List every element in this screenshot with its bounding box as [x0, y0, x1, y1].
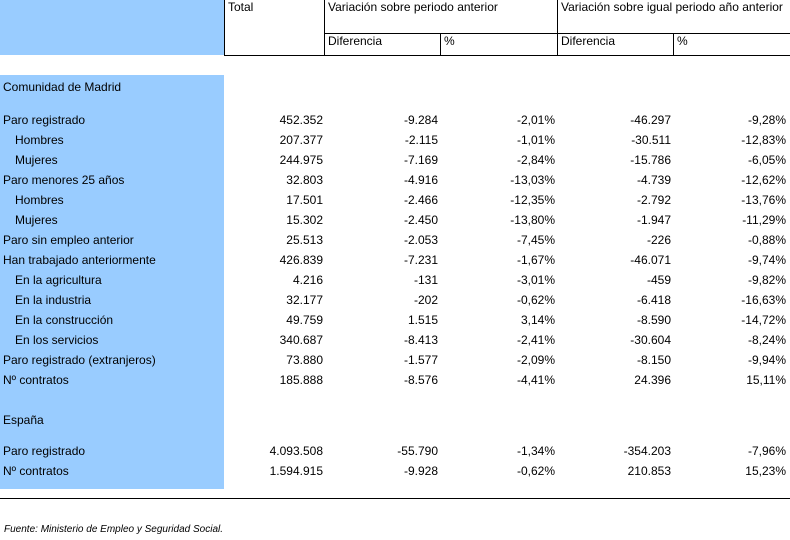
row-label: Han trabajado anteriormente [3, 253, 156, 267]
cell-diff-previous: -131 [413, 273, 438, 287]
cell-pct-previous: -2,09% [516, 353, 555, 367]
cell-pct-last-year: -13,76% [741, 193, 786, 207]
row-label: Paro registrado [3, 444, 86, 458]
cell-total: 49.759 [286, 313, 323, 327]
cell-pct-last-year: 15,11% [746, 373, 786, 387]
bottom-rule [0, 498, 790, 499]
cell-total: 73.880 [286, 353, 323, 367]
cell-diff-last-year: -46.071 [630, 253, 671, 267]
cell-total: 4.093.508 [269, 444, 323, 458]
cell-pct-last-year: -6,05% [747, 153, 786, 167]
cell-diff-last-year: -30.511 [631, 133, 671, 147]
cell-total: 15.302 [286, 213, 323, 227]
cell-pct-previous: 3,14% [520, 313, 555, 327]
cell-total: 32.177 [286, 293, 323, 307]
cell-pct-previous: -0,62% [516, 464, 555, 478]
cell-diff-previous: -7.231 [403, 253, 438, 267]
cell-pct-previous: -1,01% [516, 133, 555, 147]
cell-pct-previous: -2,84% [516, 153, 555, 167]
cell-pct-last-year: -8,24% [747, 333, 786, 347]
cell-pct-previous: -0,62% [516, 293, 555, 307]
cell-total: 17.501 [286, 193, 323, 207]
cell-diff-last-year: -6.418 [636, 293, 671, 307]
cell-total: 207.377 [279, 133, 323, 147]
cell-diff-previous: -2.115 [404, 133, 438, 147]
section-title: España [3, 413, 44, 427]
row-label: Hombres [15, 133, 64, 147]
cell-total: 244.975 [279, 153, 323, 167]
cell-total: 185.888 [279, 373, 323, 387]
cell-pct-previous: -7,45% [516, 233, 555, 247]
row-label: Nº contratos [3, 464, 69, 478]
cell-total: 25.513 [286, 233, 323, 247]
row-label: En la agricultura [15, 273, 102, 287]
cell-pct-last-year: -9,74% [747, 253, 786, 267]
header-diff-1: Diferencia [324, 34, 440, 56]
header-total: Total [224, 0, 324, 56]
cell-pct-last-year: -9,94% [747, 353, 786, 367]
cell-pct-previous: -2,41% [516, 333, 555, 347]
cell-pct-last-year: -9,28% [747, 113, 786, 127]
cell-pct-previous: -3,01% [516, 273, 555, 287]
cell-total: 340.687 [279, 333, 323, 347]
cell-total: 452.352 [279, 113, 323, 127]
header-pct-2: % [673, 34, 790, 56]
cell-total: 32.803 [286, 173, 323, 187]
cell-diff-last-year: -4.739 [636, 173, 671, 187]
cell-diff-previous: -55.790 [397, 444, 438, 458]
cell-pct-last-year: -16,63% [741, 293, 786, 307]
cell-pct-last-year: -12,62% [741, 173, 786, 187]
row-label: Paro registrado [3, 113, 86, 127]
cell-diff-previous: 1.515 [407, 313, 438, 327]
cell-diff-last-year: -15.786 [630, 153, 671, 167]
cell-diff-last-year: -459 [646, 273, 671, 287]
cell-diff-previous: -4.916 [403, 173, 438, 187]
cell-total: 426.839 [279, 253, 323, 267]
cell-diff-last-year: 210.853 [627, 464, 671, 478]
source-footnote: Fuente: Ministerio de Empleo y Seguridad Social. [4, 524, 224, 535]
header-diff-2: Diferencia [557, 34, 673, 56]
cell-diff-previous: -9.928 [403, 464, 438, 478]
row-label: Paro sin empleo anterior [3, 233, 134, 247]
row-label: En la industria [15, 293, 92, 307]
section-title: Comunidad de Madrid [3, 80, 122, 94]
row-label: Nº contratos [3, 373, 69, 387]
cell-pct-last-year: -9,82% [747, 273, 786, 287]
cell-pct-previous: -1,34% [516, 444, 555, 458]
cell-diff-previous: -1.577 [403, 353, 438, 367]
cell-diff-previous: -2.053 [403, 233, 438, 247]
cell-diff-previous: -2.450 [403, 213, 438, 227]
cell-diff-last-year: -2.792 [636, 193, 671, 207]
cell-diff-last-year: -8.150 [636, 353, 671, 367]
cell-total: 1.594.915 [269, 464, 323, 478]
cell-pct-last-year: -0,88% [747, 233, 786, 247]
header-group-same-period-last-year: Variación sobre igual periodo año anterior [557, 0, 790, 34]
cell-pct-previous: -2,01% [516, 113, 555, 127]
row-label: Mujeres [15, 213, 58, 227]
row-label: En la construcción [15, 313, 114, 327]
row-label: En los servicios [15, 333, 99, 347]
cell-pct-previous: -13,03% [510, 173, 555, 187]
row-label: Paro menores 25 años [3, 173, 125, 187]
cell-diff-last-year: 24.396 [634, 373, 671, 387]
cell-diff-previous: -2.466 [403, 193, 438, 207]
cell-diff-last-year: -226 [646, 233, 671, 247]
cell-diff-last-year: -46.297 [630, 113, 671, 127]
cell-diff-previous: -7.169 [403, 153, 438, 167]
cell-diff-previous: -8.576 [403, 373, 438, 387]
cell-pct-previous: -4,41% [516, 373, 555, 387]
cell-diff-last-year: -30.604 [630, 333, 671, 347]
cell-pct-last-year: 15,23% [745, 464, 786, 478]
header-group-previous-period: Variación sobre periodo anterior [324, 0, 557, 34]
cell-pct-previous: -13,80% [510, 213, 555, 227]
row-label: Hombres [15, 193, 64, 207]
cell-diff-previous: -9.284 [403, 113, 438, 127]
cell-total: 4.216 [292, 273, 323, 287]
cell-diff-last-year: -1.947 [636, 213, 671, 227]
cell-diff-last-year: -8.590 [636, 313, 671, 327]
row-label: Paro registrado (extranjeros) [3, 353, 156, 367]
cell-pct-last-year: -14,72% [741, 313, 786, 327]
header-pct-1: % [440, 34, 557, 56]
cell-pct-last-year: -12,83% [741, 133, 786, 147]
header-label-area [0, 0, 224, 55]
cell-diff-previous: -202 [413, 293, 438, 307]
cell-pct-previous: -12,35% [510, 193, 555, 207]
cell-diff-previous: -8.413 [403, 333, 438, 347]
cell-pct-last-year: -7,96% [747, 444, 786, 458]
row-label: Mujeres [15, 153, 58, 167]
cell-pct-last-year: -11,29% [742, 213, 786, 227]
cell-diff-last-year: -354.203 [623, 444, 671, 458]
cell-pct-previous: -1,67% [516, 253, 555, 267]
